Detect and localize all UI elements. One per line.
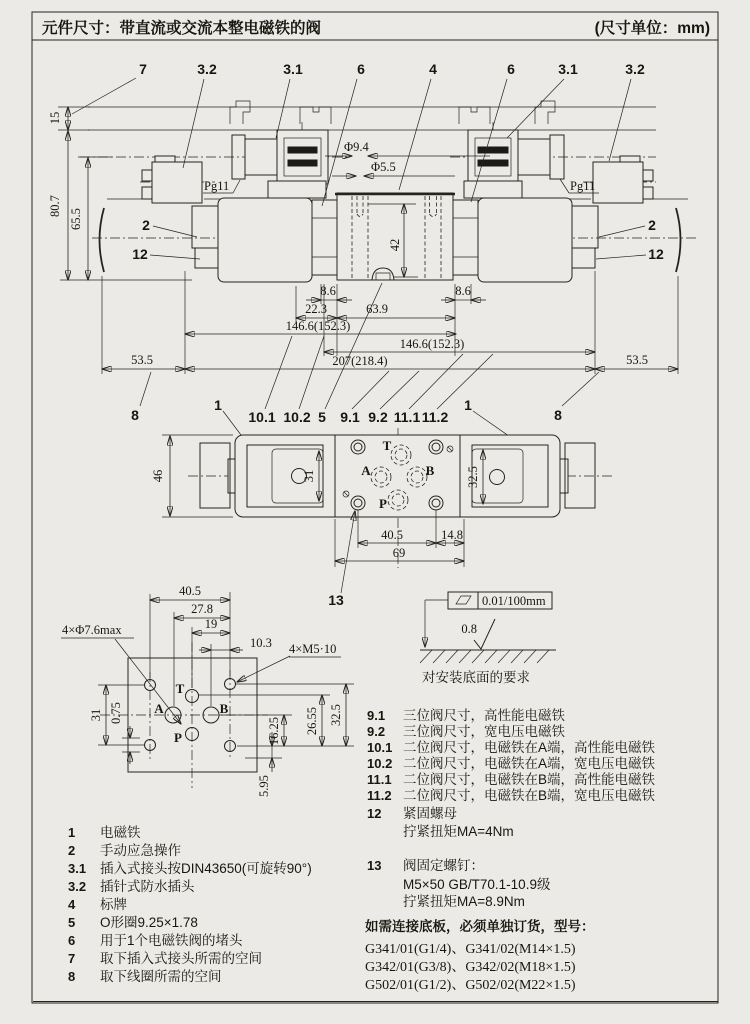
legend-text-13: 阀固定螺钉：	[403, 858, 484, 873]
dim-0-75: 0.75	[109, 702, 123, 724]
mount-port-t-label: T	[175, 681, 185, 696]
dim-8-6-left: 8.6	[320, 284, 336, 298]
dim-10-3: 10.3	[250, 636, 272, 650]
order-model-3: G502/01(G1/2)、G502/02(M22×1.5)	[365, 978, 576, 993]
valve-body	[335, 193, 455, 280]
legend-text: O形圈9.25×1.78	[100, 915, 198, 930]
surface-hatch	[420, 650, 556, 663]
order-model-2: G342/01(G3/8)、G342/02(M18×1.5)	[365, 960, 576, 975]
dim-22-3: 22.3	[305, 302, 327, 316]
dim-14-8: 14.8	[441, 528, 463, 542]
dim-65-5: 65.5	[69, 208, 83, 230]
mount-dimension-lines	[98, 592, 354, 772]
callout-6-right: 6	[507, 61, 515, 77]
legend-text: 二位阀尺寸，电磁铁在B端，宽电压电磁铁	[403, 788, 656, 803]
callout-8-right: 8	[554, 407, 562, 423]
order-model-1: G341/01(G1/4)、G341/02(M14×1.5)	[365, 942, 576, 957]
dim-31-mount: 31	[89, 708, 103, 722]
callout-12-left: 12	[132, 246, 148, 262]
callout-13: 13	[328, 592, 344, 608]
order-note	[364, 918, 595, 993]
waterproof-plug-left	[142, 156, 202, 203]
dim-80-7: 80.7	[48, 195, 62, 217]
legend-num: 2	[68, 843, 76, 858]
legend-left	[68, 824, 312, 984]
waterproof-plug-right	[593, 156, 653, 203]
legend-text: 取下线圈所需的空间	[100, 969, 222, 984]
legend-num: 7	[68, 951, 76, 966]
callout-8-left: 8	[131, 407, 139, 423]
callout-5: 5	[318, 409, 326, 425]
legend-12-torque: 拧紧扭矩MA=4Nm	[403, 824, 514, 839]
thread-holes-note: 4×M5·10	[289, 642, 337, 656]
legend-num: 10.1	[367, 740, 393, 755]
flatness-icon	[456, 596, 471, 604]
flatness-value: 0.01/100mm	[482, 594, 546, 608]
legend-num-12: 12	[367, 806, 382, 821]
pg11-left-label: Pg11	[204, 179, 230, 193]
dim-40-5-plan: 40.5	[381, 528, 403, 542]
dim-phi-5-5: Φ5.5	[371, 160, 396, 174]
pg11-right-label: Pg11	[570, 179, 596, 193]
dim-31-plan: 31	[302, 469, 316, 483]
legend-text: 二位阀尺寸，电磁铁在A端，宽电压电磁铁	[403, 756, 656, 771]
callout-3-1-left: 3.1	[283, 61, 303, 77]
callout-7: 7	[139, 61, 147, 77]
callout-9-2: 9.2	[368, 409, 388, 425]
dim-146-left: 146.6(152.3)	[285, 319, 351, 333]
legend-text: 二位阀尺寸，电磁铁在B端，高性能电磁铁	[403, 772, 656, 787]
dim-207: 207(218.4)	[332, 354, 388, 368]
callout-9-1: 9.1	[340, 409, 360, 425]
callout-4: 4	[429, 61, 437, 77]
legend-num: 10.2	[367, 756, 393, 771]
callout-12-right: 12	[648, 246, 664, 262]
mounting-pattern-view	[61, 584, 354, 797]
dim-146-right: 146.6(152.3)	[399, 337, 465, 351]
front-view	[48, 61, 696, 443]
callout-11-1: 11.1	[393, 409, 421, 425]
legend-num: 3.1	[68, 861, 87, 876]
port-p-label: P	[379, 496, 387, 511]
pg11-leaders	[203, 179, 599, 193]
callout-10-1: 10.1	[248, 409, 276, 425]
mount-port-p-label: P	[174, 730, 182, 745]
clearance-holes-note: 4×Φ7.6max	[62, 623, 122, 637]
solenoid-coil-left	[192, 181, 326, 282]
plan-view	[151, 428, 612, 608]
legend-text: 三位阀尺寸，宽电压电磁铁	[403, 724, 565, 739]
dim-69: 69	[392, 546, 406, 560]
callout-6-left: 6	[357, 61, 365, 77]
dim-53-5-right: 53.5	[626, 353, 648, 367]
sheet-title: 元件尺寸：带直流或交流本整电磁铁的阀	[42, 20, 322, 37]
din-connector-left	[232, 130, 328, 184]
legend-13-spec: M5×50 GB/T70.1-10.9级	[403, 877, 551, 892]
dim-5-95: 5.95	[257, 775, 271, 797]
legend-text: 用于1个电磁铁阀的堵头	[100, 933, 243, 948]
legend-right	[367, 707, 656, 909]
legend-num: 8	[68, 969, 76, 984]
legend-text: 取下插入式接头所需的空间	[100, 951, 262, 966]
callout-3-2-right: 3.2	[625, 61, 645, 77]
legend-text: 标牌	[100, 897, 127, 912]
legend-num: 9.1	[367, 708, 386, 723]
dim-26-55: 26.55	[305, 706, 319, 736]
callout-13-leader	[341, 511, 355, 593]
legend-text: 手动应急操作	[100, 843, 181, 858]
dim-19: 19	[204, 617, 218, 631]
dim-phi-9-4: Φ9.4	[344, 140, 369, 154]
dim-32-5-mount: 32.5	[329, 704, 343, 726]
dim-8-6-right: 8.6	[455, 284, 471, 298]
callout-3-1-right: 3.1	[558, 61, 578, 77]
legend-num-13: 13	[367, 858, 382, 873]
legend-num: 5	[68, 915, 76, 930]
coil-removal-arc-left	[100, 208, 105, 272]
callout-11-2: 11.2	[421, 409, 449, 425]
callout-10-2: 10.2	[283, 409, 311, 425]
callout-2-right: 2	[648, 217, 656, 233]
order-note-title: 如需连接底板，必须单独订货，型号：	[365, 919, 595, 934]
unit-note: (尺寸单位：mm)	[594, 20, 710, 37]
dim-42: 42	[388, 238, 402, 252]
legend-num: 6	[68, 933, 76, 948]
legend-text: 插入式接头按DIN43650(可旋转90°)	[100, 861, 312, 876]
legend-text-12: 紧固螺母	[403, 806, 457, 821]
dim-63-9: 63.9	[366, 302, 388, 316]
mount-port-a-label: A	[154, 701, 164, 716]
legend-text: 电磁铁	[100, 825, 141, 840]
dim-16-25: 16.25	[267, 716, 281, 746]
roughness-value: 0.8	[461, 622, 477, 636]
dim-32-5-plan: 32.5	[466, 466, 480, 488]
port-a-label: A	[361, 463, 371, 478]
legend-text: 插针式防水插头	[100, 879, 195, 894]
legend-text: 三位阀尺寸，高性能电磁铁	[403, 708, 565, 723]
port-t-label: T	[382, 438, 392, 453]
legend-num: 11.2	[367, 788, 392, 803]
legend-num: 4	[68, 897, 76, 912]
mount-port-b-label: B	[219, 701, 229, 716]
legend-num: 1	[68, 825, 76, 840]
legend-13-torque: 拧紧扭矩MA=8.9Nm	[403, 894, 525, 909]
plan-view-body	[200, 435, 595, 517]
callout-2-left: 2	[142, 217, 150, 233]
surface-leader	[425, 600, 448, 647]
dim-53-5-left: 53.5	[131, 353, 153, 367]
callout-3-2-left: 3.2	[197, 61, 217, 77]
flange-left	[312, 200, 337, 275]
roughness-icon	[474, 619, 495, 649]
solenoid-coil-right	[464, 181, 598, 282]
legend-num: 3.2	[68, 879, 87, 894]
dim-27-8: 27.8	[191, 602, 213, 616]
coil-removal-arc-right	[676, 208, 681, 272]
legend-num: 11.1	[367, 772, 392, 787]
surface-caption: 对安装底面的要求	[422, 670, 530, 685]
dim-46: 46	[151, 469, 165, 483]
flange-right	[453, 200, 478, 275]
legend-text: 二位阀尺寸，电磁铁在A端，高性能电磁铁	[403, 740, 656, 755]
dim-15: 15	[48, 111, 62, 125]
din-connector-right	[468, 130, 564, 184]
dim-40-5-mount: 40.5	[179, 584, 201, 598]
port-b-label: B	[425, 463, 435, 478]
surface-requirement	[420, 592, 556, 685]
callout-1-right: 1	[464, 397, 472, 413]
legend-num: 9.2	[367, 724, 386, 739]
callout-1-left: 1	[214, 397, 222, 413]
